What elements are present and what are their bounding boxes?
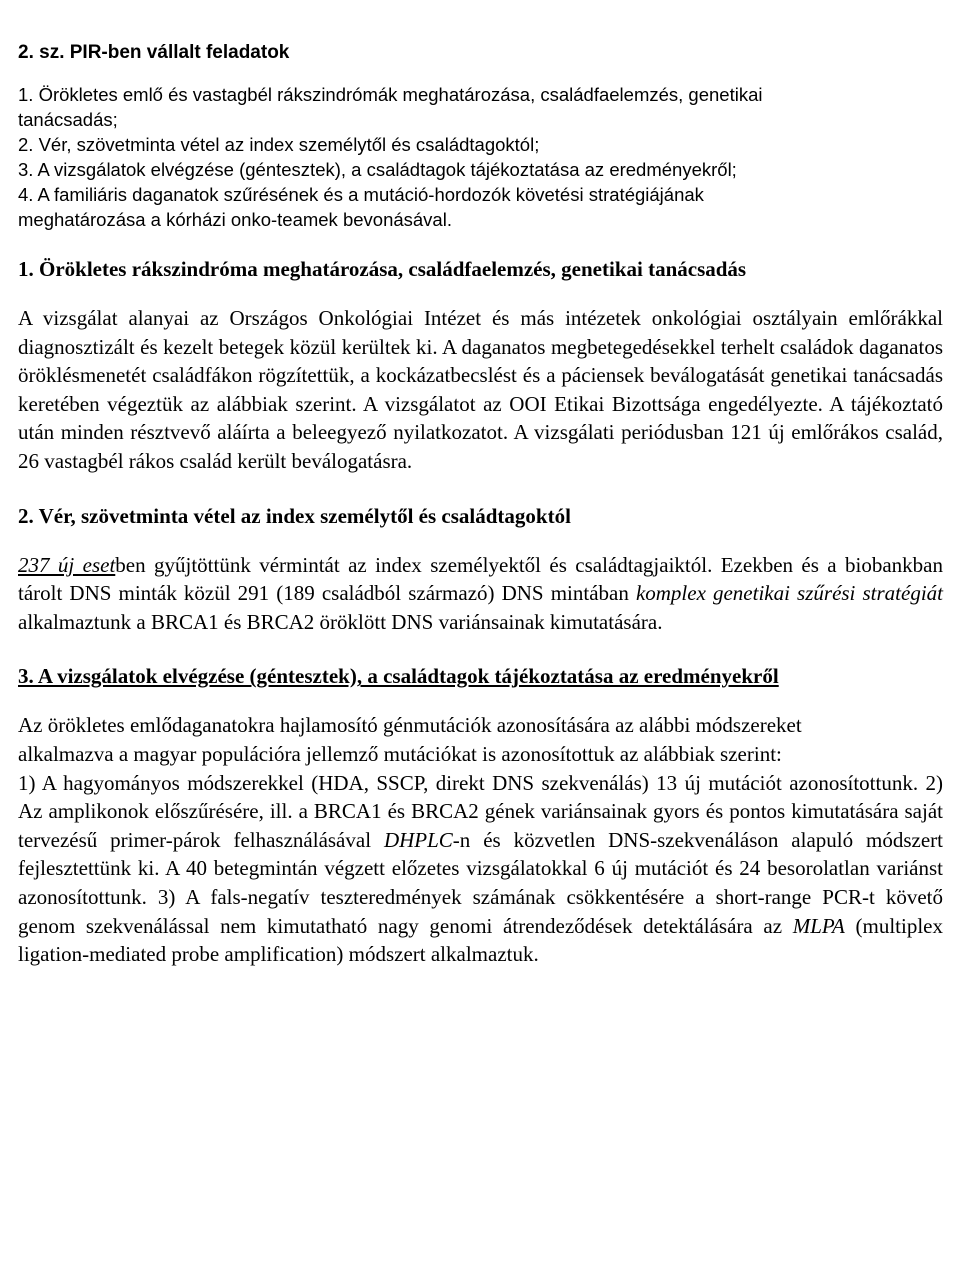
task-item: 4. A familiáris daganatok szűrésének és a mutáció-hordozók követési stratégiájának xyxy=(18,184,704,205)
task-item: meghatározása a kórházi onko-teamek bevonásával. xyxy=(18,209,452,230)
document-title: 2. sz. PIR-ben vállalt feladatok xyxy=(18,42,290,63)
section-2-body xyxy=(18,551,943,637)
document-page xyxy=(18,38,943,969)
section-2-lead: 237 új eset xyxy=(18,552,116,577)
section-3-text-c: (multiplex ligation-mediated probe amplification) módszert alkalmaztuk. xyxy=(18,913,943,967)
section-3-text-a: 1) A hagyományos módszerekkel (HDA, SSCP, direkt DNS szekvenálás) 13 új mutációt azonosítottunk. 2) Az amplikonok előszűrésére, ill. a BRCA1 és BRCA2 gének variánsainak gyors és pontos kimutatására saját tervezésű primer-párok felhasználásával xyxy=(18,770,943,852)
section-1-body: A vizsgálat alanyai az Országos Onkológiai Intézet és más intézetek onkológiai osztályain emlőrákkal diagnosztizált és kezelt betegek közül kerültek ki. A daganatos megbetegedésekkel terhelt családok daganatos öröklésmenetét családfákon rögzítettük, a kockázatbecslést és a páciensek beválogatását genetikai tanácsadás keretében végeztük az alábbiak szerint. A vizsgálatot az OOI Etikai Bizottsága engedélyezte. A tájékoztató után minden résztvevő aláírta a beleegyező nyilatkozatot. A vizsgálati periódusban 121 új emlőrákos család, 26 vastagbél rákos család került beválogatásra. xyxy=(18,306,943,473)
section-3-mlpa: MLPA xyxy=(792,913,845,938)
section-3-heading: 3. A vizsgálatok elvégzése (géntesztek), a családtagok tájékoztatása az eredményekről xyxy=(18,664,779,689)
section-3-intro-2: alkalmazva a magyar populációra jellemző mutációkat is azonosítottuk az alábbiak szerint: xyxy=(18,741,782,766)
task-item: 1. Örökletes emlő és vastagbél rákszindrómák meghatározása, családfaelemzés, genetikai xyxy=(18,84,763,105)
section-3-body xyxy=(18,769,943,969)
task-item: 3. A vizsgálatok elvégzése (géntesztek), a családtagok tájékoztatása az eredményekről; xyxy=(18,159,737,180)
section-1-heading: 1. Örökletes rákszindróma meghatározása, családfaelemzés, genetikai tanácsadás xyxy=(18,257,747,281)
section-2-text-a: ben gyűjtöttünk vérmintát az index személyektől és családtagjaiktól. Ezekben és a biobankban tárolt DNS minták közül 291 (189 családból származó) DNS mintában xyxy=(18,552,943,606)
section-3-dhplc: DHPLC xyxy=(383,827,453,852)
task-list xyxy=(18,82,943,232)
section-2-heading: 2. Vér, szövetminta vétel az index személytől és családtagoktól xyxy=(18,503,571,528)
section-3-intro-1: Az örökletes emlődaganatokra hajlamosító génmutációk azonosítására az alábbi módszereket xyxy=(18,713,802,738)
task-item: tanácsadás; xyxy=(18,109,118,130)
task-item: 2. Vér, szövetminta vétel az index személytől és családtagoktól; xyxy=(18,134,540,155)
section-3-text-b: -n és közvetlen DNS-szekvenáláson alapuló módszert fejlesztettünk ki. A 40 betegmintán végzett előzetes vizsgálatokkal 6 új mutációt és 24 besorolatlan variánst azonosítottunk. 3) A fals-negatív teszteredmények számának csökkentésére a short-range PCR-t követő genom szekvenálással nem kimutatható nagy genomi átrendeződések detektálására az xyxy=(18,827,943,938)
section-2-text-c: alkalmaztunk a BRCA1 és BRCA2 öröklött DNS variánsainak kimutatására. xyxy=(18,609,663,634)
section-2-italic-term: komplex genetikai szűrési stratégiát xyxy=(635,581,943,606)
